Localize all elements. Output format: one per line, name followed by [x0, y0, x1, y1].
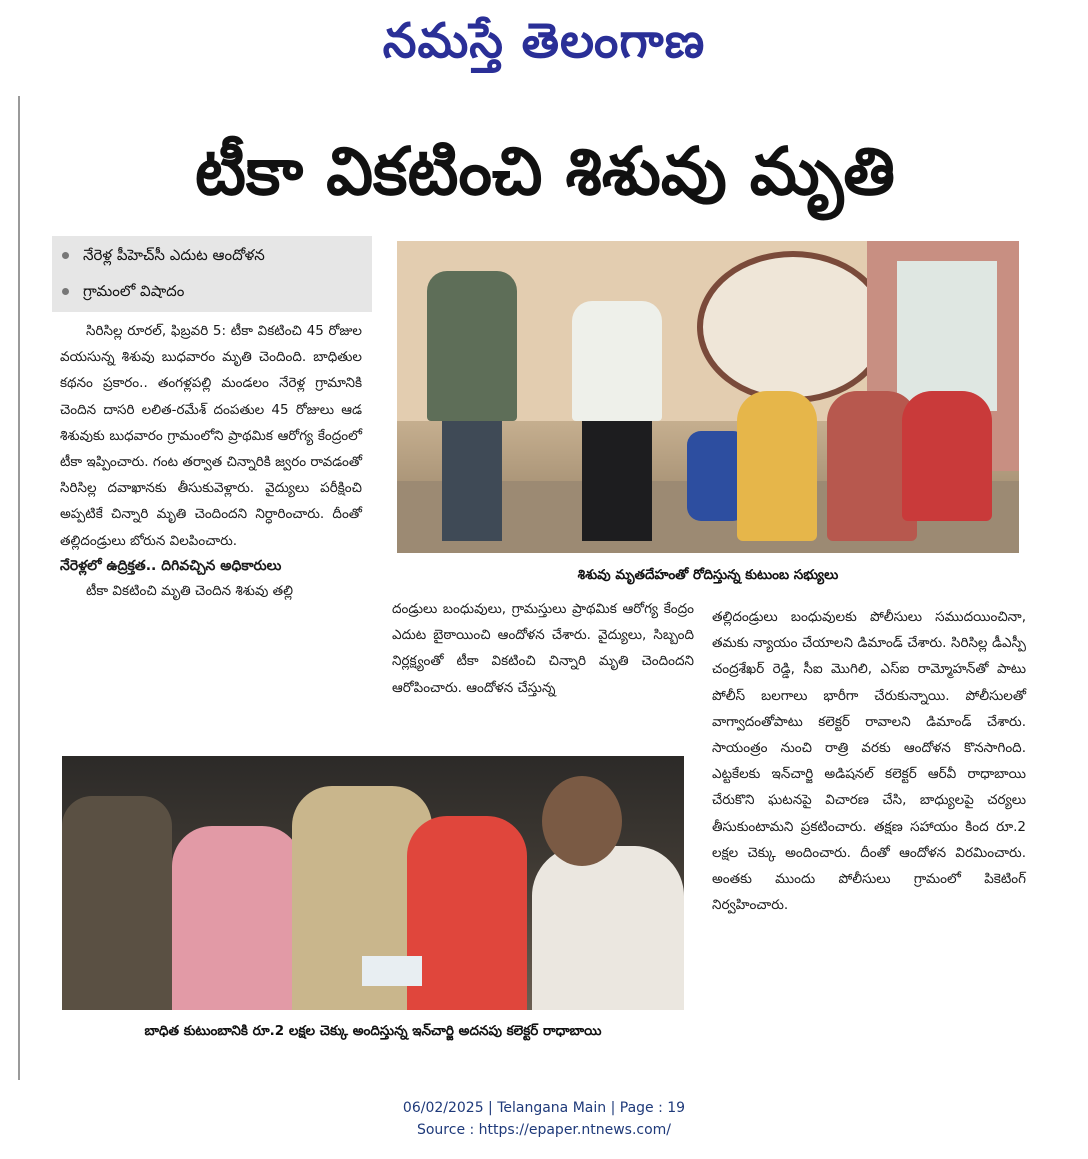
article-paragraph: దండ్రులు బంధువులు, గ్రామస్తులు ప్రాథమిక ఆరోగ్య కేంద్రం ఎదుట బైఠాయించి ఆందోళన చేశారు. వైద్యులు, సిబ్బంది నిర్లక్ష్యంతో టీకా వికటించి చిన్నారి మృతి చెందిందని ఆరోపించారు. ఆందోళన చేస్తున్న	[392, 601, 694, 696]
article-paragraph: తల్లిదండ్రులు బంధువులకు పోలీసులు సముదయించినా, తమకు న్యాయం చేయాలని డిమాండ్ చేశారు. సిరిసిల్ల డీఎస్పీ చంద్రశేఖర్ రెడ్డి, సీఐ మొగిలి, ఎస్ఐ రామ్మోహన్‌తో పాటు పోలీస్ బలగాలు భారీగా చేరుకున్నాయి. పోలీసులతో వాగ్వాదంతోపాటు కలెక్టర్ రావాలని డిమాండ్ చేశారు. సాయంత్రం నుంచి రాత్రి వరకు ఆందోళన కొనసాగింది. ఎట్టకేలకు ఇన్‌చార్జి అడిషనల్ కలెక్టర్ ఆర్‌వీ రాధాబాయి చేరుకొని ఘటనపై విచారణ చేసి, బాధ్యులపై చర్యలు తీసుకుంటామని ప్రకటించారు. తక్షణ సహాయం కింద రూ.2 లక్షల చెక్కు అందించారు. దీంతో ఆందోళన విరమించారు. అంతకు ముందు పోలీసులు గ్రామంలో పికెటింగ్ నిర్వహించారు.	[712, 609, 1026, 914]
photo-cheque-handover	[62, 756, 684, 1010]
article-column-2	[392, 596, 694, 701]
highlight-item: నేరెళ్ల పీహెచ్‌సీ ఎదుట ఆందోళన	[62, 240, 265, 270]
article-subhead: నేరెళ్లలో ఉద్రిక్తత.. దిగివచ్చిన అధికారులు	[60, 557, 282, 574]
footer-edition-info: 06/02/2025 | Telangana Main | Page : 19	[402, 1100, 686, 1116]
photo-family-mourning	[397, 241, 1019, 553]
photo-caption: బాధిత కుటుంబానికి రూ.2 లక్షల చెక్కు అందిస్తున్న ఇన్‌చార్జి అదనపు కలెక్టర్ రాధాబాయి	[144, 1023, 602, 1039]
highlights-box	[52, 236, 372, 312]
bullet-icon	[62, 288, 69, 295]
bullet-icon	[62, 252, 69, 259]
highlight-item: గ్రామంలో విషాదం	[62, 276, 184, 306]
footer-source-link[interactable]: Source : https://epaper.ntnews.com/	[416, 1122, 672, 1138]
article-column-3	[712, 604, 1026, 918]
article-column-1	[60, 318, 362, 604]
photo-caption: శిశువు మృతదేహంతో రోదిస్తున్న కుటుంబ సభ్యులు	[577, 567, 839, 583]
newspaper-masthead: నమస్తే తెలంగాణ	[382, 13, 706, 69]
article-headline: టీకా వికటించి శిశువు మృతి	[194, 133, 896, 210]
article-lead: సిరిసిల్ల రూరల్, ఫిబ్రవరి 5: టీకా వికటించి 45 రోజుల వయసున్న శిశువు బుధవారం మృతి చెందింది. బాధితుల కథనం ప్రకారం.. తంగళ్లపల్లి మండలం నేరెళ్ల గ్రామానికి చెందిన దాసరి లలిత-రమేశ్ దంపతుల 45 రోజులు ఆడ శిశువుకు బుధవారం గ్రామంలోని ప్రాథమిక ఆరోగ్య కేంద్రంలో టీకా ఇప్పించారు. గంట తర్వాత చిన్నారికి జ్వరం రావడంతో సిరిసిల్ల దవాఖానకు తీసుకువెళ్లారు. వైద్యులు పరీక్షించి అప్పటికే చిన్నారి మృతి చెందిందని నిర్ధారించారు. దీంతో తల్లిదండ్రులు బోరున విలపించారు.	[60, 323, 362, 549]
article-paragraph: టీకా వికటించి మృతి చెందిన శిశువు తల్లి	[86, 582, 294, 599]
